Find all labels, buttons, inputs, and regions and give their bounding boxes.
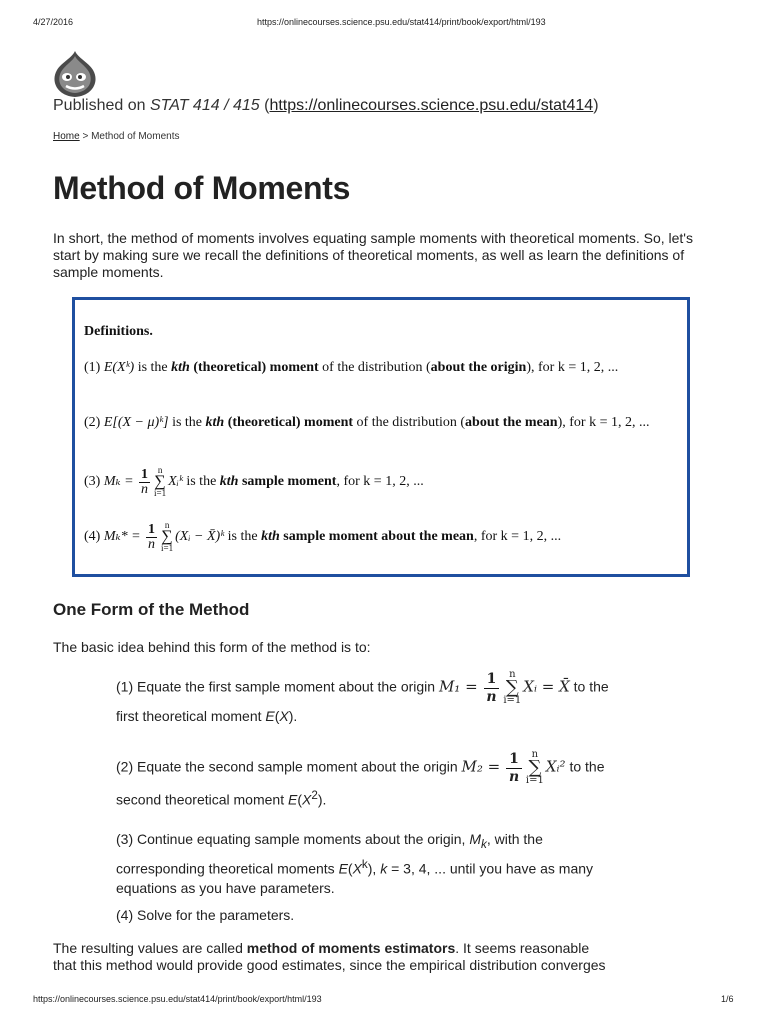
def3-sum: n ∑ i=1 (154, 465, 167, 498)
definition-1 (84, 358, 675, 377)
definitions-heading: Definitions. (84, 324, 153, 339)
step2-frac-den: n (508, 768, 520, 785)
print-footer-url: https://onlinecourses.science.psu.edu/stat414/print/book/export/html/193 (33, 994, 322, 1004)
step1-fraction (484, 671, 500, 706)
step3-paren: ( (347, 860, 353, 877)
def4-term: (Xᵢ − X̄)ᵏ (175, 529, 225, 545)
closing-paragraph (53, 940, 723, 974)
def4-bold-a: sample moment about the mean (279, 529, 474, 545)
def2-expression: E[(X − μ)ᵏ] (103, 415, 169, 430)
def3-text-c: , for k = 1, 2, ... (336, 474, 424, 490)
def2-text-b: of the distribution ( (353, 415, 466, 430)
step3-m: M (469, 831, 481, 847)
def4-fraction (146, 523, 157, 552)
step-3 (116, 829, 716, 898)
paren-open: ( (259, 97, 270, 114)
step2-sum-top: n (531, 749, 539, 760)
published-prefix: Published on (53, 97, 150, 114)
step1-end: ). (288, 708, 298, 724)
paren-close: ) (593, 97, 599, 114)
step2-end: ). (317, 791, 327, 808)
def3-kth: kth (219, 474, 239, 490)
def1-number: (1) (84, 360, 104, 375)
step3-m-sub: k (481, 837, 487, 851)
step4-text: (4) Solve for the parameters. (116, 907, 295, 923)
def2-kth: kth (205, 415, 225, 430)
definition-3 (84, 466, 675, 498)
step3-sup: k (361, 857, 368, 871)
step1-paren: ( (274, 708, 280, 724)
step2-sum-bottom: i=1 (525, 775, 544, 786)
breadcrumb-current: Method of Moments (91, 131, 180, 142)
step1-term: Xᵢ = X̄ (523, 677, 570, 696)
def4-number: (4) (84, 529, 104, 545)
published-line (53, 97, 599, 115)
def2-bold-a: (theoretical) moment (224, 415, 354, 430)
breadcrumb-separator: > (79, 131, 92, 142)
def1-bold-b: about the origin (430, 360, 527, 375)
step-1 (116, 670, 716, 726)
step3-text-c: corresponding theoretical moments (116, 860, 339, 877)
def1-expression: E(Xᵏ) (103, 360, 135, 375)
def3-text-a: is the (182, 474, 220, 490)
def1-text-b: of the distribution ( (318, 360, 431, 375)
def4-text-a: is the (224, 529, 262, 545)
def4-frac-num: 1 (148, 521, 156, 537)
def3-frac-den: n (141, 481, 149, 497)
def3-term: Xᵢᵏ (168, 474, 183, 490)
def3-lhs: Mₖ = (103, 474, 134, 490)
closing-text-b: . It seems reasonable (455, 940, 590, 956)
drupal-drop-icon (52, 50, 98, 98)
print-date: 4/27/2016 (33, 17, 74, 27)
def1-bold-a: (theoretical) moment (189, 360, 319, 375)
def4-sum: n ∑ i=1 (161, 520, 174, 553)
closing-text-c: that this method would provide good estimates, since the empirical distribution converges (53, 957, 606, 973)
step1-x: X (279, 708, 289, 724)
def4-sum-bottom: i=1 (161, 543, 174, 553)
page-title: Method of Moments (53, 170, 351, 206)
step-4 (116, 905, 716, 925)
def4-kth: kth (261, 529, 280, 545)
step3-text-j: equations as you have parameters. (116, 880, 335, 897)
def4-sum-top: n (164, 520, 170, 530)
def1-kth: kth (171, 360, 190, 375)
def2-number: (2) (84, 415, 104, 430)
step1-text-a: (1) Equate the first sample moment about the origin (116, 678, 439, 695)
site-name: STAT 414 / 415 (149, 97, 260, 114)
def3-bold-a: sample moment (238, 474, 337, 490)
def3-sum-top: n (157, 465, 163, 475)
definition-4 (84, 521, 675, 553)
closing-text-a: The resulting values are called (53, 940, 247, 956)
print-header-url: https://onlinecourses.science.psu.edu/stat414/print/book/export/html/193 (257, 17, 546, 27)
breadcrumb (53, 131, 179, 142)
def2-bold-b: about the mean (465, 415, 558, 430)
step2-fraction (506, 751, 522, 786)
step2-frac-num: 1 (506, 751, 522, 769)
def4-lhs: Mₖ* = (103, 529, 141, 545)
step2-lhs: M₂ = (461, 757, 501, 776)
breadcrumb-home-link[interactable]: Home (53, 131, 80, 142)
step3-e: E (338, 860, 348, 877)
def1-text-a: is the (134, 360, 172, 375)
step3-close: ), (367, 860, 381, 877)
def1-text-c: ), for k = 1, 2, ... (526, 360, 619, 375)
def2-text-c: ), for k = 1, 2, ... (557, 415, 650, 430)
step2-sum: n ∑ i=1 (525, 749, 544, 786)
step2-sup: 2 (311, 789, 318, 802)
def3-sum-bottom: i=1 (154, 488, 167, 498)
site-link[interactable]: https://onlinecourses.science.psu.edu/stat414 (269, 97, 594, 114)
step3-text-b: , with the (486, 831, 543, 847)
step2-term: Xᵢ² (545, 757, 566, 776)
closing-bold: method of moments estimators (246, 940, 456, 956)
step1-sum: n ∑ i=1 (503, 669, 522, 706)
def3-number: (3) (84, 474, 104, 490)
step1-text-c: first theoretical moment (116, 708, 266, 724)
step3-text-a: (3) Continue equating sample moments about the origin, (116, 831, 470, 847)
step1-frac-den: n (486, 688, 497, 705)
section-heading: One Form of the Method (53, 600, 250, 619)
step2-e: E (287, 791, 298, 808)
step1-frac-num: 1 (484, 671, 500, 689)
step1-sum-bottom: i=1 (503, 695, 522, 706)
def4-text-c: , for k = 1, 2, ... (473, 529, 562, 545)
def2-text-a: is the (168, 415, 206, 430)
step-2 (116, 750, 716, 810)
step1-text-b: to the (569, 678, 609, 695)
step1-sum-top: n (509, 669, 516, 680)
def3-frac-num: 1 (141, 466, 149, 482)
step1-lhs: M₁ = (438, 677, 478, 696)
def3-fraction (139, 468, 150, 497)
step2-text-b: to the (565, 758, 605, 775)
step1-e: E (265, 708, 275, 724)
step2-text-a: (2) Equate the second sample moment about the origin (116, 758, 462, 775)
intro-paragraph: In short, the method of moments involves equating sample moments with theoretical moments. So, let's start by making sure we recall the definitions of theoretical moments, as well as learn the definitions of sample moments. (53, 230, 693, 280)
step3-k: k (380, 860, 388, 877)
step2-x: X (302, 791, 312, 808)
step3-x: X (352, 860, 362, 877)
page-number: 1/6 (721, 994, 734, 1004)
definitions-box (72, 297, 690, 577)
step2-paren: ( (297, 791, 302, 808)
step2-text-c: second theoretical moment (116, 791, 288, 808)
definition-2 (84, 413, 675, 432)
step3-text-i: = 3, 4, ... until you have as many (387, 860, 594, 877)
def4-frac-den: n (148, 536, 156, 552)
basic-idea-paragraph: The basic idea behind this form of the method is to: (53, 639, 371, 655)
